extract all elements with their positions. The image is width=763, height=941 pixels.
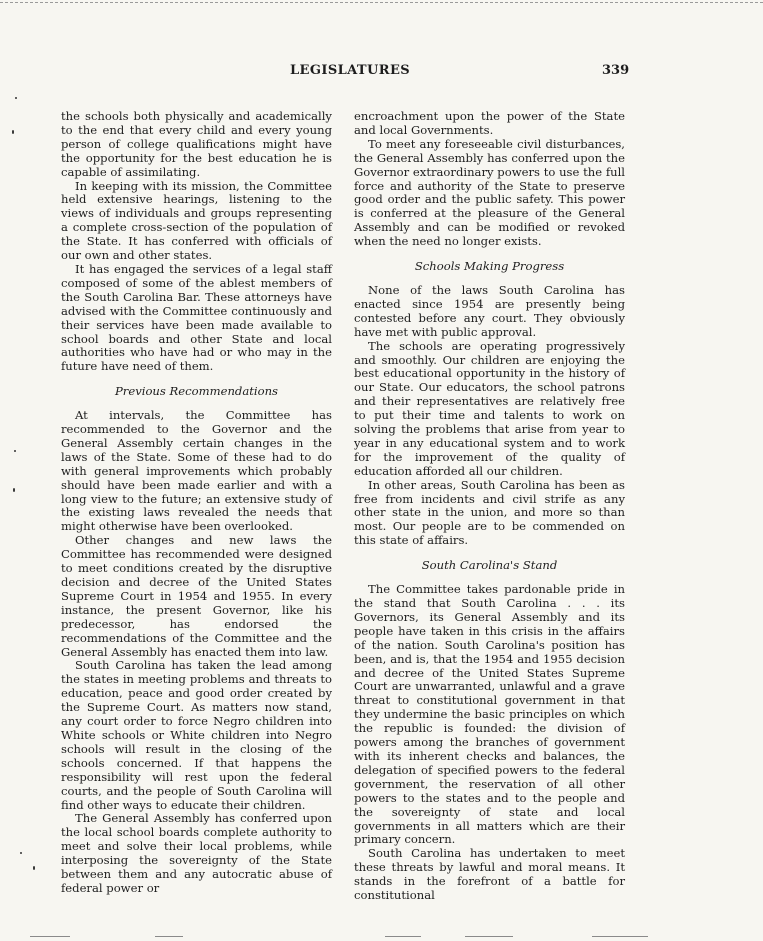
paragraph: None of the laws South Carolina has enacted since 1954 are presently being contested before any court. They obviously have met with public approval. (354, 282, 625, 339)
section-heading: South Carolina's Stand (421, 558, 558, 573)
paragraph: To meet any foreseeable civil disturbances, the General Assembly has conferred upon the Governor extraordinary powers to use the full force and authority of the State to preserve good order and the public safety. This power is conferred at the pleasure of the General Assembly and can be modified or revoked when the need no longer exists. (354, 136, 625, 249)
scan-speck (12, 130, 14, 134)
scan-speck (14, 450, 16, 452)
paragraph: In other areas, South Carolina has been as free from incidents and civil strife as any other state in the union, and more so than most. Our people are to be commended on this state of affairs. (354, 477, 625, 548)
page-number: 339 (602, 63, 630, 78)
section-heading: Schools Making Progress (414, 259, 565, 274)
paragraph: the schools both physically and academically to the end that every child and every young person of college qualifications might have the opportunity for the best education he is capable of assimilating. (61, 109, 332, 179)
page-header (0, 63, 763, 83)
paragraph: The General Assembly has conferred upon the local school boards complete authority to meet and solve their local problems, while interposing the sovereignty of the State between them and any autocratic abuse of federal power or (61, 811, 332, 895)
paragraph: It has engaged the services of a legal staff composed of some of the ablest members of the South Carolina Bar. These attorneys have advised with the Committee continuously and their services have been made available to school boards and other State and local authorities who have had or who may in the future have need of them. (61, 261, 332, 374)
scan-speck (15, 97, 17, 99)
paragraph: South Carolina has undertaken to meet these threats by lawful and moral means. It stands in the forefront of a battle for constitutional (354, 846, 625, 903)
paragraph: In keeping with its mission, the Committee held extensive hearings, listening to the views of individuals and groups representing a complete cross-section of the population of the State. It has conferred with officials of our own and other states. (61, 178, 332, 263)
scan-streak (30, 936, 70, 937)
paragraph: Other changes and new laws the Committee has recommended were designed to meet conditions created by the disruptive decision and decree of the United States Supreme Court in 1954 and 1955. In every instance, the present Governor, like his predecessor, has endorsed the recommendations of the Committee and the General Assembly has enacted them into law. (61, 533, 332, 659)
paragraph: South Carolina has taken the lead among the states in meeting problems and threats to education, peace and good order created by the Supreme Court. As matters now stand, any court order to force Negro children into White schools or White children into Negro schools will result in the closing of the schools concerned. If that happens the responsibility will rest upon the federal courts, and the people of South Carolina will find other ways to educate their children. (61, 658, 332, 812)
running-head: LEGISLATURES (290, 63, 411, 78)
scan-streak (465, 936, 513, 937)
left-column (61, 110, 332, 896)
paragraph: At intervals, the Committee has recommended to the Governor and the General Assembly certain changes in the laws of the State. Some of these had to do with general improvements which probably should have been made earlier and with a long view to the future; an extensive study of the existing laws revealed the needs that might otherwise have been overlooked. (61, 408, 332, 534)
scan-streak (155, 936, 183, 937)
section-heading: Previous Recommendations (114, 384, 279, 399)
paragraph: encroachment upon the power of the State and local Governments. (354, 109, 625, 137)
scan-speck (33, 866, 35, 870)
scan-streak (592, 936, 648, 937)
scan-speck (13, 488, 15, 492)
scan-speck (20, 852, 22, 854)
paragraph: The schools are operating progressively and smoothly. Our children are enjoying the best educational opportunity in the history of our State. Our educators, the school patrons and their representatives are relatively free to put their time and talents to work on solving the problems that arise from year to year in any educational system and to work for the improvement of the quality of education afforded all our children. (354, 338, 625, 478)
scan-streak (385, 936, 421, 937)
right-column (354, 110, 625, 903)
page-top-edge (0, 2, 763, 3)
paragraph: The Committee takes pardonable pride in the stand that South Carolina . . . its Governors, its General Assembly and its people have taken in this crisis in the affairs of the nation. South Carolina's position has been, and is, that the 1954 and 1955 decision and decree of the United States Supreme Court are unwarranted, unlawful and a grave threat to constitutional government in that they undermine the basic principles on which the republic is founded: the division of powers among the branches of government with its inherent checks and balances, the delegation of specified powers to the federal government, the reservation of all other powers to the states and to the people and the sovereignty of state and local governments in all matters which are their primary concern. (354, 582, 625, 847)
